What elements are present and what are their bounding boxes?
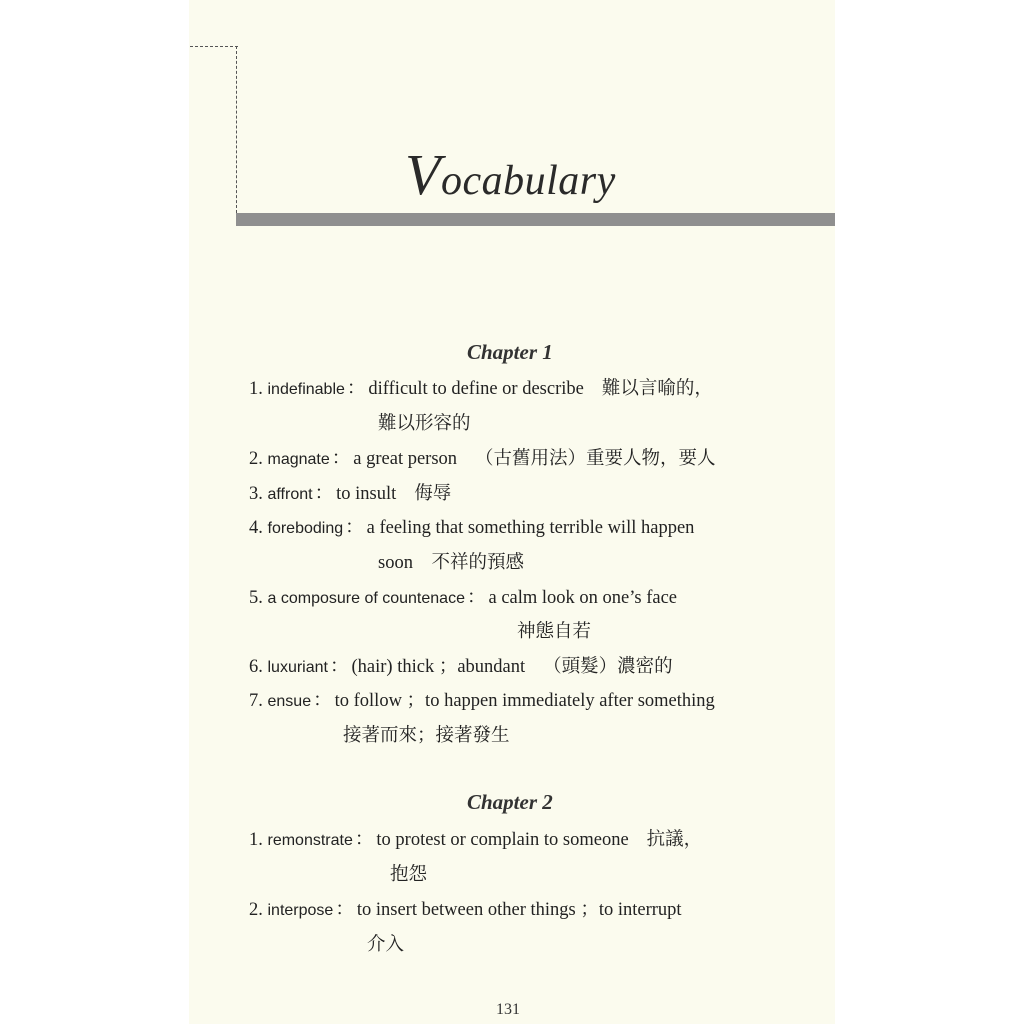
vocab-entry: 2. magnate ： a great person （古舊用法）重要人物，要人	[249, 449, 716, 469]
vocab-entry: 7. ensue ： to follow ；to happen immediately after something	[249, 691, 715, 711]
chapter-1-heading: Chapter 1	[467, 340, 553, 364]
vocab-entry: 1. remonstrate ： to protest or complain to someone 抗議，	[249, 830, 703, 850]
vocab-entry: 5. a composure of countenace ： a calm look on one’s face	[249, 588, 678, 608]
vocab-entry-continuation: soon 不祥的預感	[378, 553, 524, 573]
page-title: Vocabulary	[405, 142, 616, 207]
vocab-entry-continuation: 難以形容的	[378, 414, 471, 434]
vocab-entry: 2. interpose ： to insert between other things ；to interrupt	[249, 900, 682, 920]
page-number: 131	[496, 1001, 520, 1018]
vocab-entry-continuation: 介入	[367, 935, 405, 955]
corner-dashed-line-horizontal	[190, 46, 238, 47]
vocab-entry: 4. foreboding ： a feeling that something terrible will happen	[249, 518, 695, 538]
vocab-entry: 6. luxuriant ： (hair) thick ；abundant （頭髮）濃密的	[249, 657, 673, 677]
vocab-entry: 3. affront ： to insult 侮辱	[249, 484, 452, 504]
vocab-entry: 1. indefinable ： difficult to define or describe 難以言喻的，	[249, 379, 713, 399]
vocab-entry-continuation: 接著而來；接著發生	[343, 726, 510, 746]
vocab-entry-continuation: 神態自若	[517, 622, 592, 642]
chapter-2-heading: Chapter 2	[467, 790, 553, 814]
title-underline-bar	[236, 213, 835, 226]
vocab-entry-continuation: 抱怨	[390, 865, 428, 885]
corner-dashed-line-vertical	[236, 46, 237, 218]
